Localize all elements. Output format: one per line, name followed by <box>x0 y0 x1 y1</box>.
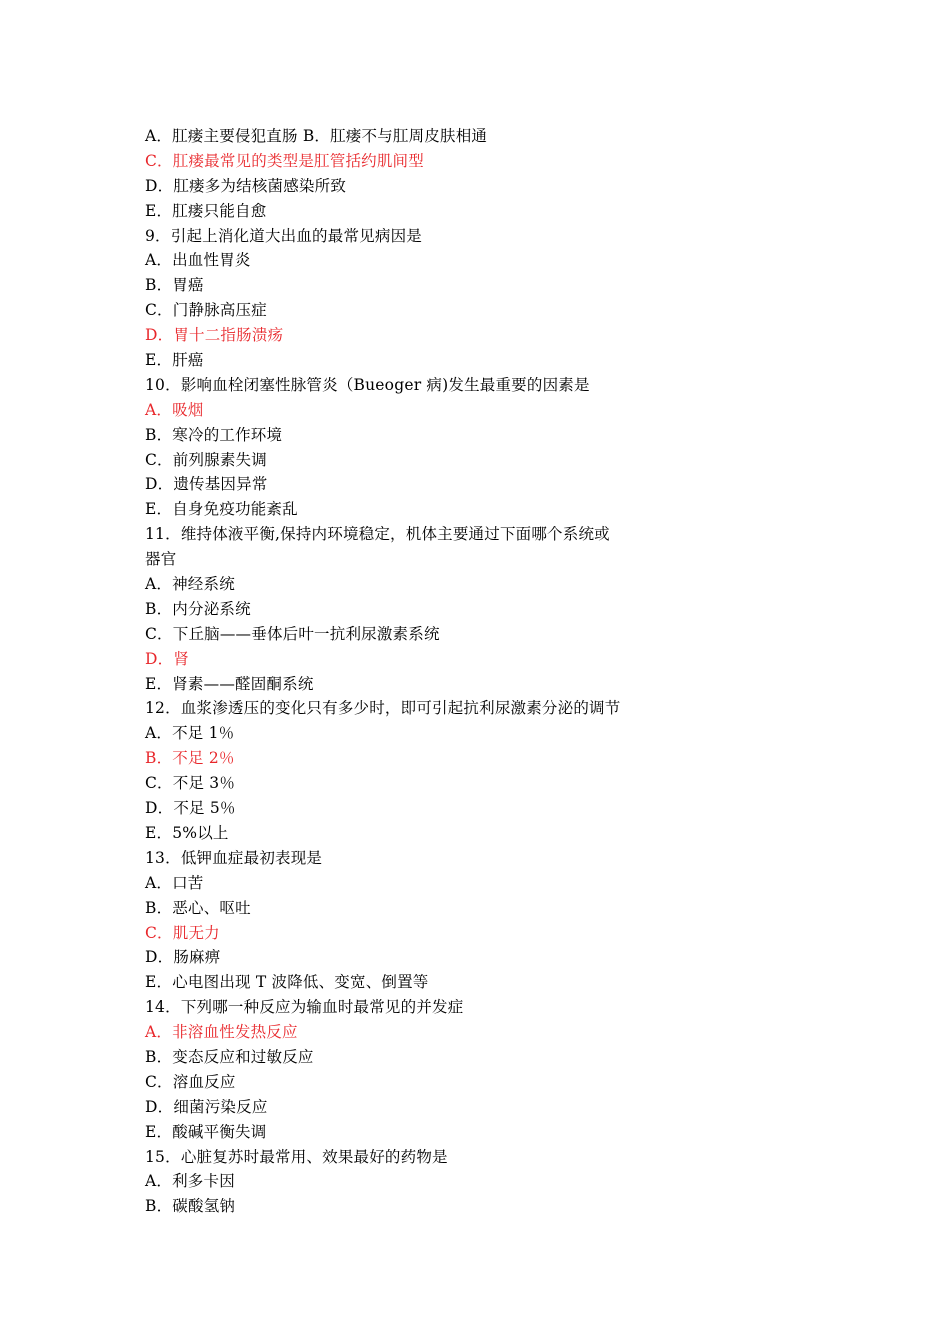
text-line: A．肛瘘主要侵犯直肠 B．肛瘘不与肛周皮肤相通 <box>145 127 488 145</box>
text-line: D．肠麻痹 <box>145 948 221 967</box>
text-line: E．自身免疫功能紊乱 <box>145 500 298 519</box>
text-line: A．神经系统 <box>145 575 235 594</box>
answer-option-line: B．不足 2％ <box>145 749 235 768</box>
text-line: E．5%以上 <box>145 823 229 842</box>
text-line: D．不足 5％ <box>145 799 236 818</box>
text-line: C．下丘脑——垂体后叶一抗利尿激素系统 <box>145 624 440 643</box>
text-line: 器官 <box>145 550 177 569</box>
text-line: E．肝癌 <box>145 351 204 370</box>
question-list <box>145 124 665 1219</box>
text-line: 14．下列哪一种反应为输血时最常见的并发症 <box>145 998 464 1017</box>
text-line: 15．心脏复苏时最常用、效果最好的药物是 <box>145 1147 448 1166</box>
text-line: C．门静脉高压症 <box>145 301 267 320</box>
text-line: E．酸碱平衡失调 <box>145 1122 267 1141</box>
text-line: A．出血性胃炎 <box>145 251 251 270</box>
text-line: E．肾素——醛固酮系统 <box>145 674 314 693</box>
text-line: 9．引起上消化道大出血的最常见病因是 <box>145 226 422 245</box>
text-line: B．碳酸氢钠 <box>145 1197 236 1216</box>
text-line: C．溶血反应 <box>145 1072 236 1091</box>
text-line: 12．血浆渗透压的变化只有多少时，即可引起抗利尿激素分泌的调节 <box>145 699 621 718</box>
text-line: B．内分泌系统 <box>145 599 251 618</box>
text-line: E．肛瘘只能自愈 <box>145 201 267 220</box>
answer-option-line: C．肌无力 <box>145 923 220 942</box>
text-line: A．不足 1％ <box>145 724 235 743</box>
text-line: 10．影响血栓闭塞性脉管炎（Bueoger 病)发生最重要的因素是 <box>145 375 590 394</box>
answer-option-line: C．肛瘘最常见的类型是肛管括约肌间型 <box>145 151 424 170</box>
text-line: D．细菌污染反应 <box>145 1097 268 1116</box>
text-line: B．变态反应和过敏反应 <box>145 1047 314 1066</box>
answer-option-line: A．吸烟 <box>145 400 204 419</box>
text-line: A．利多卡因 <box>145 1172 235 1191</box>
text-line: A．口苦 <box>145 873 204 892</box>
text-line: C．不足 3％ <box>145 774 236 793</box>
text-line: D．肛瘘多为结核菌感染所致 <box>145 176 347 195</box>
text-line: C．前列腺素失调 <box>145 450 267 469</box>
text-line: B．恶心、呕吐 <box>145 898 251 917</box>
text-line: 13．低钾血症最初表现是 <box>145 848 323 867</box>
text-line: B．胃癌 <box>145 276 204 295</box>
answer-option-line: D．肾 <box>145 649 190 668</box>
text-line: B．寒冷的工作环境 <box>145 425 283 444</box>
text-line: E．心电图出现 T 波降低、变宽、倒置等 <box>145 973 429 992</box>
text-line: 11．维持体液平衡,保持内环境稳定，机体主要通过下面哪个系统或 <box>145 525 610 544</box>
answer-option-line: A．非溶血性发热反应 <box>145 1023 298 1042</box>
text-line: D．遗传基因异常 <box>145 475 268 494</box>
answer-option-line: D．胃十二指肠溃疡 <box>145 326 284 345</box>
